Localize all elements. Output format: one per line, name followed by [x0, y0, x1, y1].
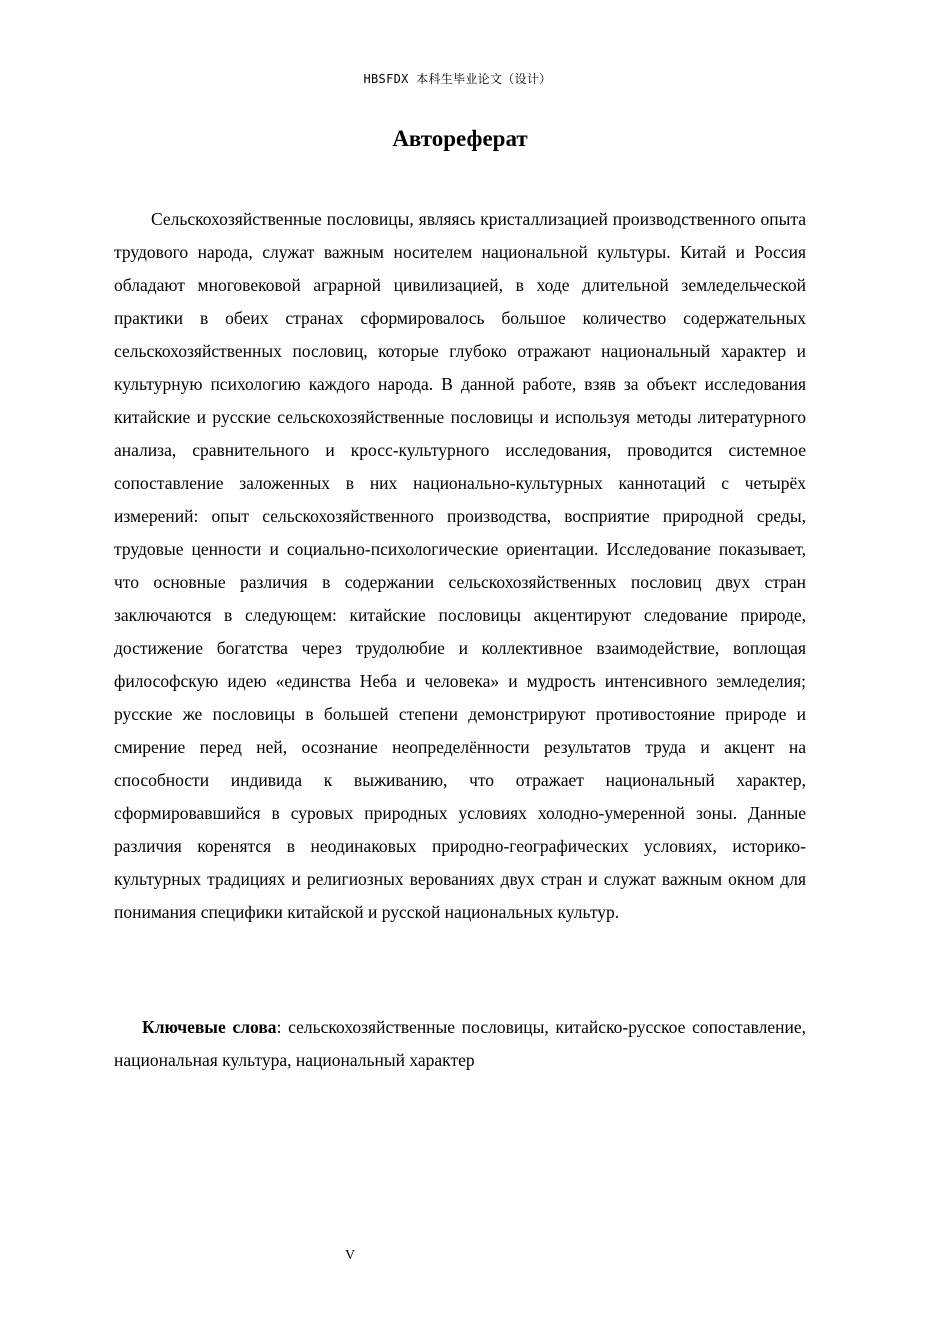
running-header: HBSFDX 本科生毕业论文（设计） — [363, 72, 552, 86]
abstract-paragraph: Сельскохозяйственные пословицы, являясь кристаллизацией производственного опыта трудового народа, служат важным носителем национальной культуры. Китай и Россия обладают многовековой аграрной цивилизацией, в ходе длительной земледельческой практики в обеих странах сформировалось большое количество содержательных сельскохозяйственных пословиц, которые глубоко отражают национальный характер и культурную психологию каждого народа. В данной работе, взяв за объект исследования китайские и русские сельскохозяйственные пословицы и используя методы литературного анализа, сравнительного и кросс-культурного исследования, проводится системное сопоставление заложенных в них национально-культурных каннотаций с четырёх измерений: опыт сельскохозяйственного производства, восприятие природной среды, трудовые ценности и социально-психологические ориентации. Исследование показывает, что основные различия в содержании сельскохозяйственных пословиц двух стран заключаются в следующем: китайские пословицы акцентируют следование природе, достижение богатства через трудолюбие и коллективное взаимодействие, воплощая философскую идею «единства Неба и человека» и мудрость интенсивного земледелия; русские же пословицы в большей степени демонстрируют противостояние природе и смирение перед ней, осознание неопределённости результатов труда и акцент на способности индивида к выживанию, что отражает национальный характер, сформировавшийся в суровых природных условиях холодно-умеренной зоны. Данные различия коренятся в неодинаковых природно-географических условиях, историко-культурных традициях и религиозных верованиях двух стран и служат важным окном для понимания специфики китайской и русской национальных культур. — [114, 209, 806, 922]
keywords-paragraph — [114, 1011, 806, 1077]
page-title: Автореферат — [392, 126, 528, 151]
keywords-separator: : — [276, 1017, 282, 1037]
page-number: V — [344, 1248, 356, 1263]
keywords-list: сельскохозяйственные пословицы, китайско-русское сопоставление, национальная культура, национальный характер — [114, 1017, 806, 1070]
keywords-label: Ключевые слова — [142, 1017, 277, 1037]
